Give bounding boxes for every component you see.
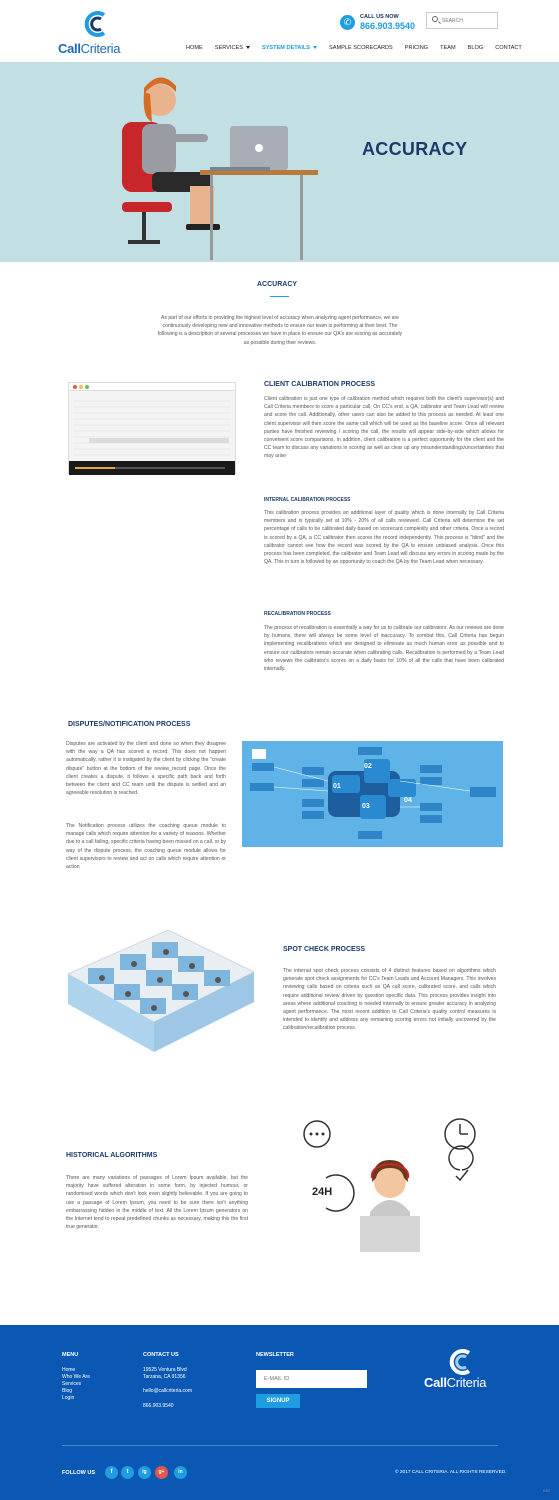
site-footer [0, 1325, 559, 1500]
site-header [0, 0, 559, 62]
main-nav [186, 45, 522, 51]
title-underline [270, 296, 289, 297]
chevron-down-icon [246, 46, 250, 49]
dispute-flow-diagram [242, 741, 503, 847]
internal-calibration-text: This calibration process provides an additional layer of quality which is done internally by Call Criteria members and is typically set at 10% - 20% of all calls reviewed. Call Criteria will determine the set percentage of calls to be calibrated daily based on scorecard complexity and other criteria. Once a record is scored by a QA, a CC calibrator then scores the record independently. This process is "blind" and the calibrator cannot see how the record was scored by the QA to ensure unbiased analysis. Once this process has been completed, the calibrator and Team Lead will discuss any errors in scoring made by the QA. This in turn is followed by an opportunity to coach the QA by the Team Lead when necessary. [264, 510, 504, 566]
hero-illustration [60, 62, 320, 262]
nav-team[interactable]: TEAM [440, 45, 456, 51]
newsletter-title: NEWSLETTER [256, 1352, 294, 1358]
follow-us-label: FOLLOW US [62, 1470, 95, 1476]
close-icon [73, 385, 77, 389]
footer-phone[interactable]: 866.903.9540 [143, 1403, 174, 1409]
calibration-screenshot [68, 382, 236, 474]
newsletter-email-input[interactable] [256, 1370, 367, 1388]
phone-icon: ✆ [340, 15, 355, 30]
historical-text: There are many variations of passages of Lorem Ipsum available, but the majority have suffered alteration in some form, by injected humour, or randomised words which don't look even slightly believable. If you are going to use a passage of Lorem Ipsum, you need to be sure there isn't anything embarrassing hidden in the middle of text. All the Lorem Ipsum generators on the Internet tend to repeat predefined chunks as necessary, making this the first true generator. [66, 1175, 248, 1231]
spot-check-title: SPOT CHECK PROCESS [283, 946, 366, 953]
flow-step-04: 04 [404, 797, 412, 804]
footer-email[interactable]: hello@callcriteria.com [143, 1388, 192, 1394]
support-illustration [290, 1112, 500, 1252]
nav-blog[interactable]: BLOG [467, 45, 484, 51]
footer-contact-title: CONTACT US [143, 1352, 179, 1358]
footer-logo-mark-icon [447, 1347, 477, 1377]
maximize-icon [85, 385, 89, 389]
footer-link-login[interactable]: Login [62, 1395, 75, 1401]
footer-link-blog[interactable]: Blog [62, 1388, 73, 1394]
disputes-title: DISPUTES/NOTIFICATION PROCESS [68, 721, 191, 728]
call-label: CALL US NOW [360, 14, 399, 20]
office-illustration [58, 926, 258, 1066]
nav-services[interactable] [215, 45, 250, 51]
flow-step-01: 01 [333, 783, 341, 790]
disputes-text-2: The Notification process utilizes the coaching queue module to manage calls which require attention for a variety of reasons. Whether due to a call failing, specific criteria having been missed on a call, or by way of the dispute process, the coaching queue module allows for client supervisors to review and act on calls which require attention or action [66, 823, 226, 871]
search-input[interactable] [442, 16, 494, 26]
client-calibration-text: Client calibration is just one type of calibration method which requires both the client's supervisor(s) and Call Criteria members to score a particular call. On CC's end, a QA, calibrator and Team Lead will review and score the call. Additionally, other users can also be added to this process as needed. At least one client supervisor will then score the same call which will be used as the baseline score. Once all relevant parties have finished reviewing / scoring the call, the results will appear side-by-side which allows for convenient score comparisons. In addition, client calibration is a perfect opportunity for the client and the CC team to discuss any variations in scoring as well as clear up any misunderstandings/uncertainties that may arise [264, 396, 504, 460]
footer-logo-text[interactable]: CallCriteria [424, 1375, 487, 1390]
flow-step-02: 02 [364, 763, 372, 770]
nav-system-details-label: SYSTEM DETAILS [261, 45, 311, 51]
nav-services-label: SERVICES [214, 45, 243, 51]
footer-address-1: 19525 Ventura Blvd [143, 1367, 187, 1373]
footer-link-services[interactable]: Services [62, 1381, 82, 1387]
nav-home[interactable]: HOME [186, 45, 203, 51]
client-calibration-title: CLIENT CALIBRATION PROCESS [264, 381, 376, 388]
twitter-icon[interactable]: t [121, 1466, 134, 1479]
recalibration-title: RECALIBRATION PROCESS [264, 611, 331, 617]
instagram-icon[interactable]: ig [138, 1466, 151, 1479]
historical-title: HISTORICAL ALGORITHMS [66, 1152, 158, 1159]
copyright-text: © 2017 CALL CRITERIA. ALL RIGHTS RESERVED. [395, 1470, 507, 1475]
footer-address-2: Tarzana, CA 91356 [143, 1374, 186, 1380]
page-badge: K37 [543, 1488, 551, 1493]
internal-calibration-title: INTERNAL CALIBRATION PROCESS [264, 497, 351, 503]
footer-link-home[interactable]: Home [62, 1367, 76, 1373]
flow-step-03: 03 [362, 803, 370, 810]
hero-banner [0, 62, 559, 262]
flow-graphic [242, 741, 503, 847]
search-icon[interactable] [432, 16, 438, 22]
logo-text: CallCriteria [58, 41, 121, 56]
google-plus-icon[interactable]: g+ [155, 1466, 168, 1479]
logo[interactable] [58, 8, 138, 56]
recalibration-text: The process of recalibration is essentially a way for us to calibrate our calibrators. As our reviews are done by humans, there will always be some level of inaccuracy. To combat this, Call Criteria has begun implementing recalibrations which are designed to eliminate as much human error as possible and to ensure our calibrators remain accurate when calibrating calls. Recalibration is performed by a Team Lead who reviews the calibrator's scores on a daily basis for 10% of all the calls that have been calibrated internally. [264, 625, 504, 673]
nav-contact[interactable]: CONTACT [495, 45, 522, 51]
logo-mark-icon [82, 9, 112, 39]
disputes-text-1: Disputes are activated by the client and done so when they disagree with the way a QA has scored a record. This does not happen automatically, rather it is instigated by the client by clicking the "create dispute" button at the bottom of the review_record page. Once the client creates a dispute, it follows a specific path back and forth between the client and CC team until the dispute is settled and an agreeable resolution is reached. [66, 741, 226, 797]
search-box[interactable] [426, 12, 498, 29]
footer-divider [62, 1445, 498, 1446]
signup-button[interactable]: SIGNUP [256, 1394, 300, 1408]
footer-menu-title: MENU [62, 1352, 79, 1358]
facebook-icon[interactable]: f [105, 1466, 118, 1479]
intro-title: ACCURACY [257, 281, 298, 288]
linkedin-icon[interactable]: in [174, 1466, 187, 1479]
phone-number[interactable]: 866.903.9540 [360, 21, 416, 31]
spot-check-text: The internal spot check process consists of 4 distinct features based on algorithms which generate spot check assignments for CC's Team Leads and Account Managers. This involves reviewing calls based on criteria such as QA call score, calibrated score, and calls which require additional review driven by question specific data. This process provides insight into areas where additional coaching is needed internally to ensure greater accuracy in analyzing agent performance. The most recent addition to Call Criteria's quality control measures is intended to identify and address any remaining scoring errors not initially uncovered by the calibration/recalibration process. [283, 968, 496, 1032]
window-titlebar [69, 383, 235, 391]
nav-system-details[interactable] [262, 45, 317, 51]
hero-title: ACCURACY [362, 139, 468, 159]
intro-text: As part of our efforts in providing the highest level of accuracy when analyzing agent performance, we are continuously developing new and innovative methods to ensure our team is performing at their best. The following is a description of several processes we have in place to ensure our QA's are scoring as accurately as possible during their reviews. [157, 315, 403, 346]
nav-pricing[interactable]: PRICING [404, 45, 429, 51]
minimize-icon [79, 385, 83, 389]
footer-link-who-we-are[interactable]: Who We Are [62, 1374, 90, 1380]
nav-sample-scorecards[interactable]: SAMPLE SCORECARDS [329, 45, 393, 51]
chevron-down-icon [313, 46, 317, 49]
clock-24h-label: 24H [312, 1186, 333, 1198]
table-preview [69, 391, 235, 475]
